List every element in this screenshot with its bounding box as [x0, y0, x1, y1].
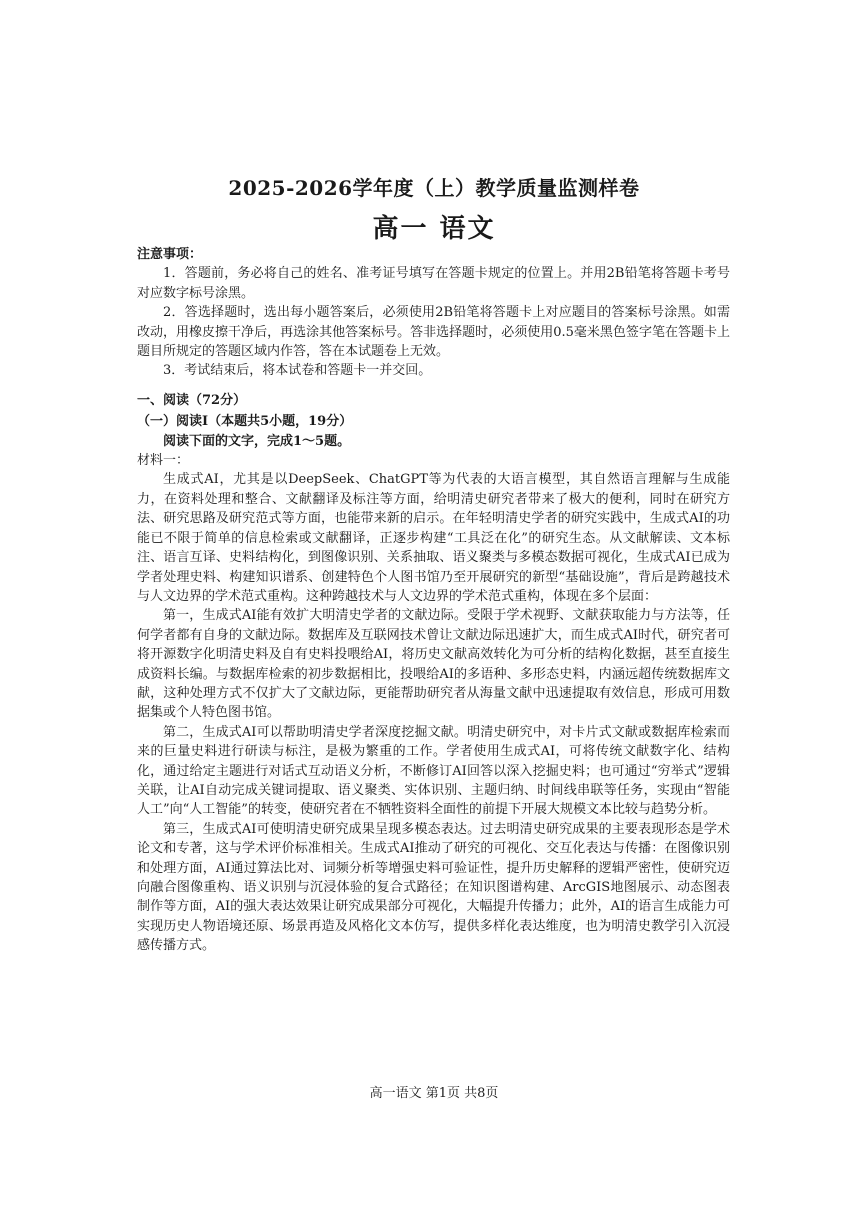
material-paragraph-4: 第三，生成式AI可使明清史研究成果呈现多模态表达。过去明清史研究成果的主要表现形态是学术论文和专著，这与学术评价标准相关。生成式AI推动了研究的可视化、交互化表达与传播：在图像识别和处理方面，AI通过算法比对、词频分析等增强史料可验证性，提升历史解释的逻辑严密性，使研究迈向融合图像重构、语义识别与沉浸体验的复合式路径；在知识图谱构建、ArcGIS地图展示、动态图表制作等方面，AI的强大表达效果让研究成果部分可视化，大幅提升传播力；此外，AI的语言生成能力可实现历史人物语境还原、场景再造及风格化文本仿写，提供多样化表达维度，也为明清史教学引入沉浸感传播方式。 — [137, 821, 730, 954]
notice-item-3: 3．考试结束后，将本试卷和答题卡一并交回。 — [163, 363, 432, 379]
section-heading: 一、阅读（72分） — [137, 392, 247, 408]
material-paragraph-3: 第二，生成式AI可以帮助明清史学者深度挖掘文献。明清史研究中，对卡片式文献或数据库检索而来的巨量史料进行研读与标注，是极为繁重的工作。学者使用生成式AI，可将传统文献数字化、结构化，通过给定主题进行对话式互动语义分析，不断修订AI回答以深入挖掘史料；也可通过“穷举式”逻辑关联，让AI自动完成关键词提取、语义聚类、实体识别、主题归纳、时间线串联等任务，实现由“智能人工”向“人工智能”的转变，使研究者在不牺牲资料全面性的前提下开展大规模文本比较与趋势分析。 — [137, 724, 730, 818]
reading-instruction: 阅读下面的文字，完成1～5题。 — [163, 433, 351, 449]
subject-title: 高一 语文 — [372, 214, 496, 244]
notice-item-1: 1．答题前，务必将自己的姓名、准考证号填写在答题卡规定的位置上。并用2B铅笔将答题卡考号对应数字标号涂黑。 — [137, 266, 730, 301]
material-label: 材料一： — [137, 453, 190, 469]
exam-title: 2025-2026学年度（上）教学质量监测样卷 — [228, 176, 640, 200]
section-subheading: （一）阅读Ⅰ（本题共5小题，19分） — [137, 414, 353, 430]
page-footer: 高一语文 第1页 共8页 — [369, 1086, 499, 1101]
page-body — [137, 245, 730, 956]
notice-item-2: 2．答选择题时，选出每小题答案后，必须使用2B铅笔将答题卡上对应题目的答案标号涂黑。如需改动，用橡皮擦干净后，再选涂其他答案标号。答非选择题时，必须使用0.5毫米黑色签字笔在答题卡上题目所规定的答题区域内作答，答在本试题卷上无效。 — [137, 305, 730, 360]
material-paragraph-2: 第一，生成式AI能有效扩大明清史学者的文献边际。受限于学术视野、文献获取能力与方法等，任何学者都有自身的文献边际。数据库及互联网技术曾让文献边际迅速扩大，而生成式AI时代，研究者可将开源数字化明清史料及自有史料投喂给AI，将历史文献高效转化为可分析的结构化数据，甚至直接生成资料长编。与数据库检索的初步数据相比，投喂给AI的多语种、多形态史料，内涵远超传统数据库文献，这种处理方式不仅扩大了文献边际，更能帮助研究者从海量文献中迅速提取有效信息，形成可用数据集或个人特色图书馆。 — [137, 608, 730, 721]
notice-heading: 注意事项： — [137, 247, 203, 262]
material-paragraph-1: 生成式AI，尤其是以DeepSeek、ChatGPT等为代表的大语言模型，其自然语言理解与生成能力，在资料处理和整合、文献翻译及标注等方面，给明清史研究者带来了极大的便利，同时在研究方法、研究思路及研究范式等方面，也能带来新的启示。在年轻明清史学者的研究实践中，生成式AI的功能已不限于简单的信息检索或文献翻译，正逐步构建“工具泛在化”的研究生态。从文献解读、文本标注、语言互译、史料结构化，到图像识别、关系抽取、语义聚类与多模态数据可视化，生成式AI已成为学者处理史料、构建知识谱系、创建特色个人图书馆乃至开展研究的新型“基础设施”，背后是跨越技术与人文边界的学术范式重构。这种跨越技术与人文边界的学术范式重构，体现在多个层面： — [137, 472, 730, 604]
